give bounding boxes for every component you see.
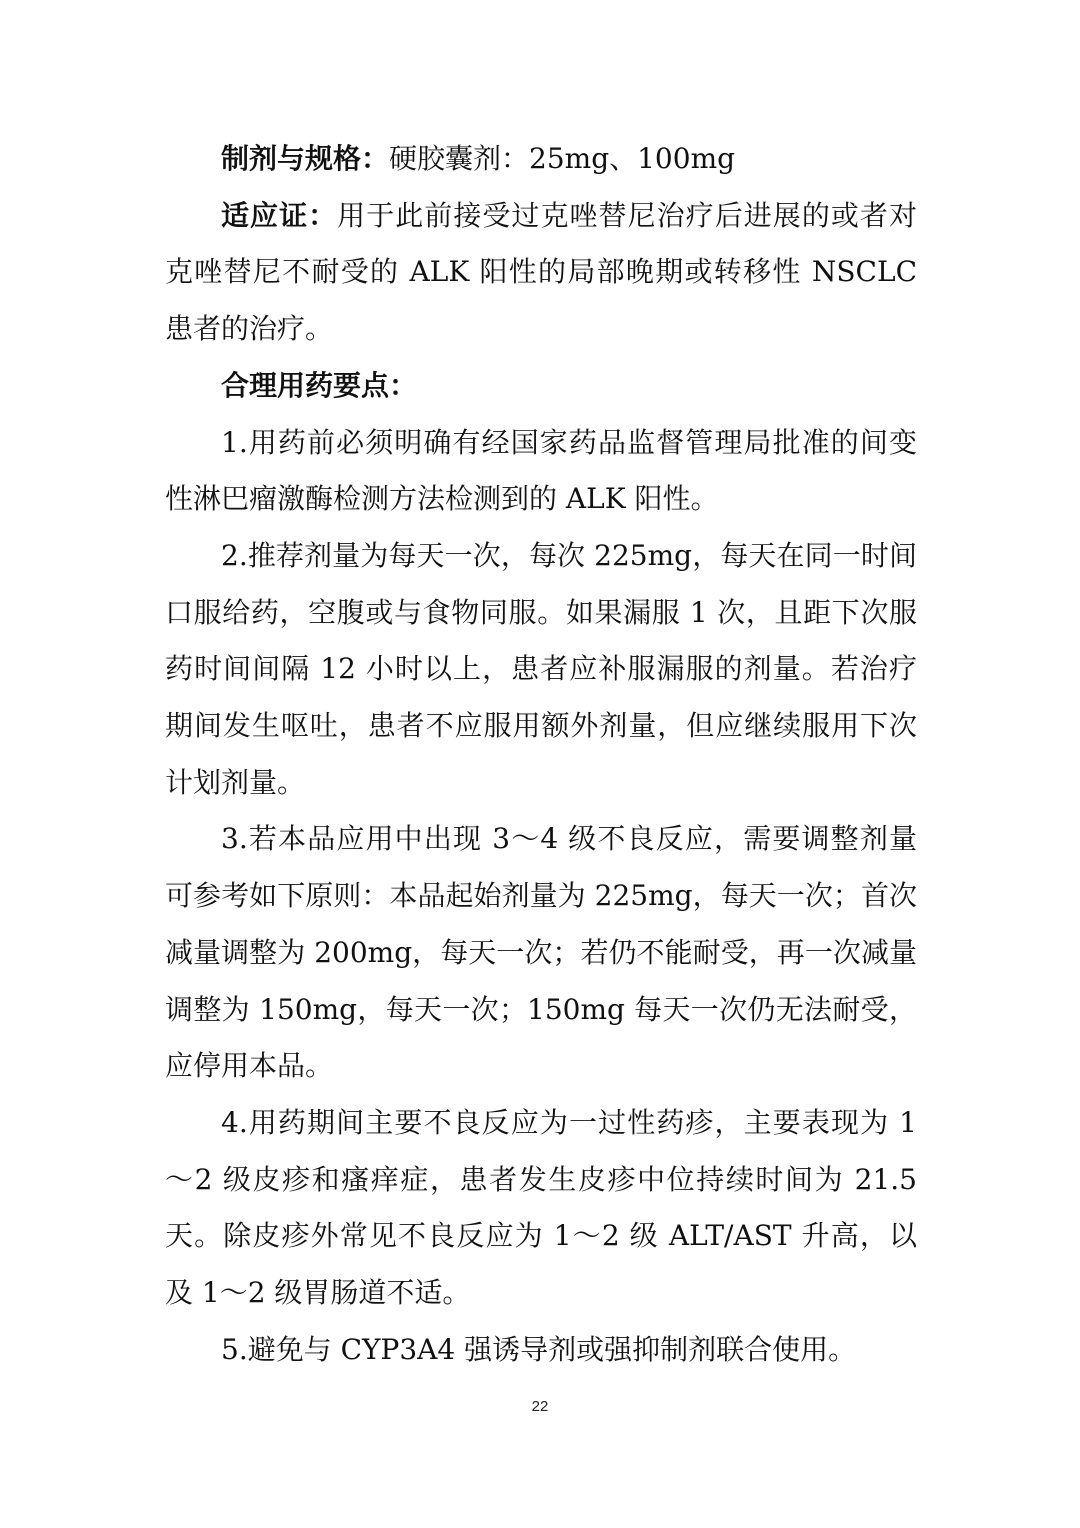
formulation-label: 制剂与规格： bbox=[221, 142, 390, 175]
document-body bbox=[165, 131, 917, 1378]
point-4: 4.用药期间主要不良反应为一过性药疹，主要表现为 1～2 级皮疹和瘙痒症，患者发生皮疹中位持续时间为 21.5 天。除皮疹外常见不良反应为 1～2 级 ALT/AST 升高，以及 1～2 级胃肠道不适。 bbox=[165, 1105, 917, 1310]
point-1: 1.用药前必须明确有经国家药品监督管理局批准的间变性淋巴瘤激酶检测方法检测到的 ALK 阳性。 bbox=[165, 425, 917, 516]
indication-text: 用于此前接受过克唑替尼治疗后进展的或者对克唑替尼不耐受的 ALK 阳性的局部晚期或转移性 NSCLC 患者的治疗。 bbox=[165, 198, 917, 346]
formulation-paragraph bbox=[165, 131, 917, 188]
point-3: 3.若本品应用中出现 3～4 级不良反应，需要调整剂量可参考如下原则：本品起始剂量为 225mg，每天一次；首次减量调整为 200mg，每天一次；若仍不能耐受，再一次减量调整为 150mg，每天一次；150mg 每天一次仍无法耐受，应停用本品。 bbox=[165, 822, 917, 1083]
indication-label: 适应证： bbox=[221, 198, 338, 232]
point-2: 2.推荐剂量为每天一次，每次 225mg，每天在同一时间口服给药，空腹或与食物同服。如果漏服 1 次，且距下次服药时间间隔 12 小时以上，患者应补服漏服的剂量。若治疗期间发生呕吐，患者不应服用额外剂量，但应继续服用下次计划剂量。 bbox=[165, 538, 917, 799]
point-5: 5.避免与 CYP3A4 强诱导剂或强抑制剂联合使用。 bbox=[221, 1332, 857, 1366]
formulation-text: 硬胶囊剂：25mg、100mg bbox=[389, 142, 736, 175]
indication-paragraph bbox=[165, 188, 917, 358]
key-points-heading: 合理用药要点： bbox=[221, 368, 418, 402]
page-number: 22 bbox=[531, 1398, 549, 1415]
